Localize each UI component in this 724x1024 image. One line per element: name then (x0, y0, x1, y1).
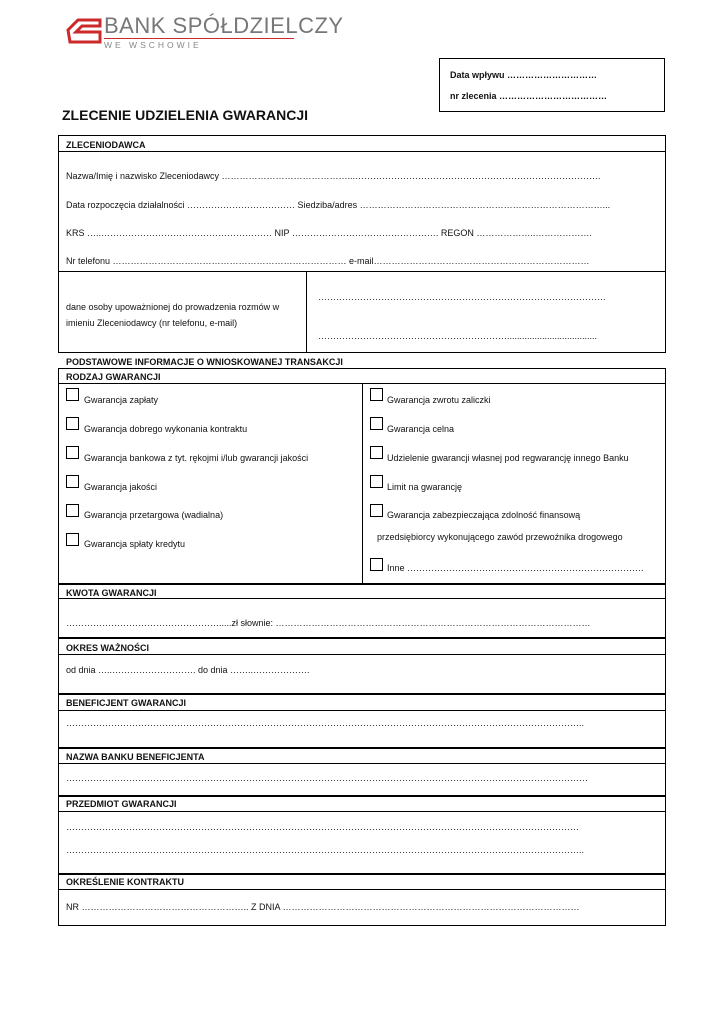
divider (58, 811, 666, 812)
other-guarantee-checkbox[interactable] (370, 558, 383, 571)
warranty-guarantee-checkbox[interactable] (66, 446, 79, 459)
loan-repayment-guarantee-checkbox[interactable] (66, 533, 79, 546)
transaction-heading: PODSTAWOWE INFORMACJE O WNIOSKOWANEJ TRANSAKCJI (66, 357, 343, 367)
option-label: Gwarancja zwrotu zaliczki (387, 395, 491, 405)
divider (58, 654, 666, 655)
divider (58, 598, 666, 599)
option-label: Gwarancja jakości (84, 482, 158, 492)
customs-guarantee-checkbox[interactable] (370, 417, 383, 430)
divider (58, 151, 666, 152)
client-name-field[interactable]: Nazwa/Imię i nazwisko Zleceniodawcy ……………………………………...………………………………………………………………………. (66, 171, 601, 181)
option-label: Gwarancja zapłaty (84, 395, 159, 405)
representative-field-1[interactable]: …………………………………………………………………………………… (318, 292, 606, 302)
quality-guarantee-checkbox[interactable] (66, 475, 79, 488)
financial-capacity-guarantee-checkbox[interactable] (370, 504, 383, 517)
option-label: Gwarancja dobrego wykonania kontraktu (84, 424, 248, 434)
performance-guarantee-checkbox[interactable] (66, 417, 79, 430)
start-date-address-field[interactable]: Data rozpoczęcia działalności ……………………………… Siedziba/adres ………………………………………………………………………... (66, 200, 611, 210)
representative-label-2: imieniu Zleceniodawcy (nr telefonu, e-mail) (66, 318, 238, 328)
validity-dates-field[interactable]: od dnia …..………………………. do dnia ……..………………. (66, 665, 310, 675)
representative-field-2[interactable]: ……………………………………………………….................................... (318, 331, 598, 341)
validity-heading: OKRES WAŻNOŚCI (66, 643, 150, 653)
bank-subtitle: WE WSCHOWIE (104, 40, 202, 50)
amount-field[interactable]: …………………………………………….....zł słownie: …………………………………………………………………………………………… (66, 618, 591, 628)
option-label: Udzielenie gwarancji własnej pod regwarancję innego Banku (387, 453, 629, 463)
divider (58, 763, 666, 764)
divider (306, 271, 307, 353)
guarantee-type-heading: RODZAJ GWARANCJI (66, 372, 161, 382)
option-label: Gwarancja bankowa z tyt. rękojmi i/lub gwarancji jakości (84, 453, 309, 463)
tender-guarantee-checkbox[interactable] (66, 504, 79, 517)
other-guarantee-field[interactable]: Inne ……………………………………………………………………. (387, 563, 644, 573)
option-label-continuation: przedsiębiorcy wykonującego zawód przewoźnika drogowego (377, 532, 623, 542)
logo-divider (104, 38, 294, 39)
option-label: Limit na gwarancję (387, 482, 463, 492)
divider (58, 889, 666, 890)
representative-label-1: dane osoby upoważnionej do prowadzenia rozmów w (66, 302, 280, 312)
payment-guarantee-checkbox[interactable] (66, 388, 79, 401)
beneficiary-bank-field[interactable]: ………………………………………………………………………………………………………………………………………………………… (66, 773, 588, 783)
guarantee-limit-checkbox[interactable] (370, 475, 383, 488)
subject-field-1[interactable]: ……………………………………………………………………………………………………………………………………………………… (66, 822, 579, 832)
subject-heading: PRZEDMIOT GWARANCJI (66, 799, 177, 809)
option-label: Gwarancja przetargowa (wadialna) (84, 510, 224, 520)
krs-nip-regon-field[interactable]: KRS …..………………………………………………… NIP …………………………………………. REGON ………………..………………. (66, 228, 592, 238)
client-heading: ZLECENIODAWCA (66, 140, 146, 150)
intake-box (439, 58, 665, 112)
counter-guarantee-checkbox[interactable] (370, 446, 383, 459)
contract-heading: OKREŚLENIE KONTRAKTU (66, 877, 185, 887)
page-title: ZLECENIE UDZIELENIA GWARANCJI (62, 107, 309, 123)
subject-field-2[interactable]: ……………………………………………………………………………………………………………………………………………………….. (66, 845, 585, 855)
divider (58, 710, 666, 711)
bank-logo-icon (66, 16, 102, 44)
option-label: Gwarancja spłaty kredytu (84, 539, 186, 549)
option-label: Gwarancja celna (387, 424, 455, 434)
divider (362, 383, 363, 584)
bank-name: BANK SPÓŁDZIELCZY (104, 13, 344, 38)
divider (58, 271, 666, 272)
amount-heading: KWOTA GWARANCJI (66, 588, 157, 598)
received-date-field[interactable]: Data wpływu ………………………… (450, 70, 598, 80)
option-label: Gwarancja zabezpieczająca zdolność finansową (387, 510, 581, 520)
advance-refund-guarantee-checkbox[interactable] (370, 388, 383, 401)
phone-email-field[interactable]: Nr telefonu …………………………………………………………………… e-mail……………………………………………………………… (66, 256, 590, 266)
contract-field[interactable]: NR ……………………………………………….. Z DNIA ……………………………………………………………………………………… (66, 902, 580, 912)
order-number-field[interactable]: nr zlecenia ……………………………… (450, 91, 608, 101)
beneficiary-bank-heading: NAZWA BANKU BENEFICJENTA (66, 752, 205, 762)
beneficiary-field[interactable]: ……………………………………………………………………………………………………………………………………………………….. (66, 718, 585, 728)
beneficiary-heading: BENEFICJENT GWARANCJI (66, 698, 187, 708)
